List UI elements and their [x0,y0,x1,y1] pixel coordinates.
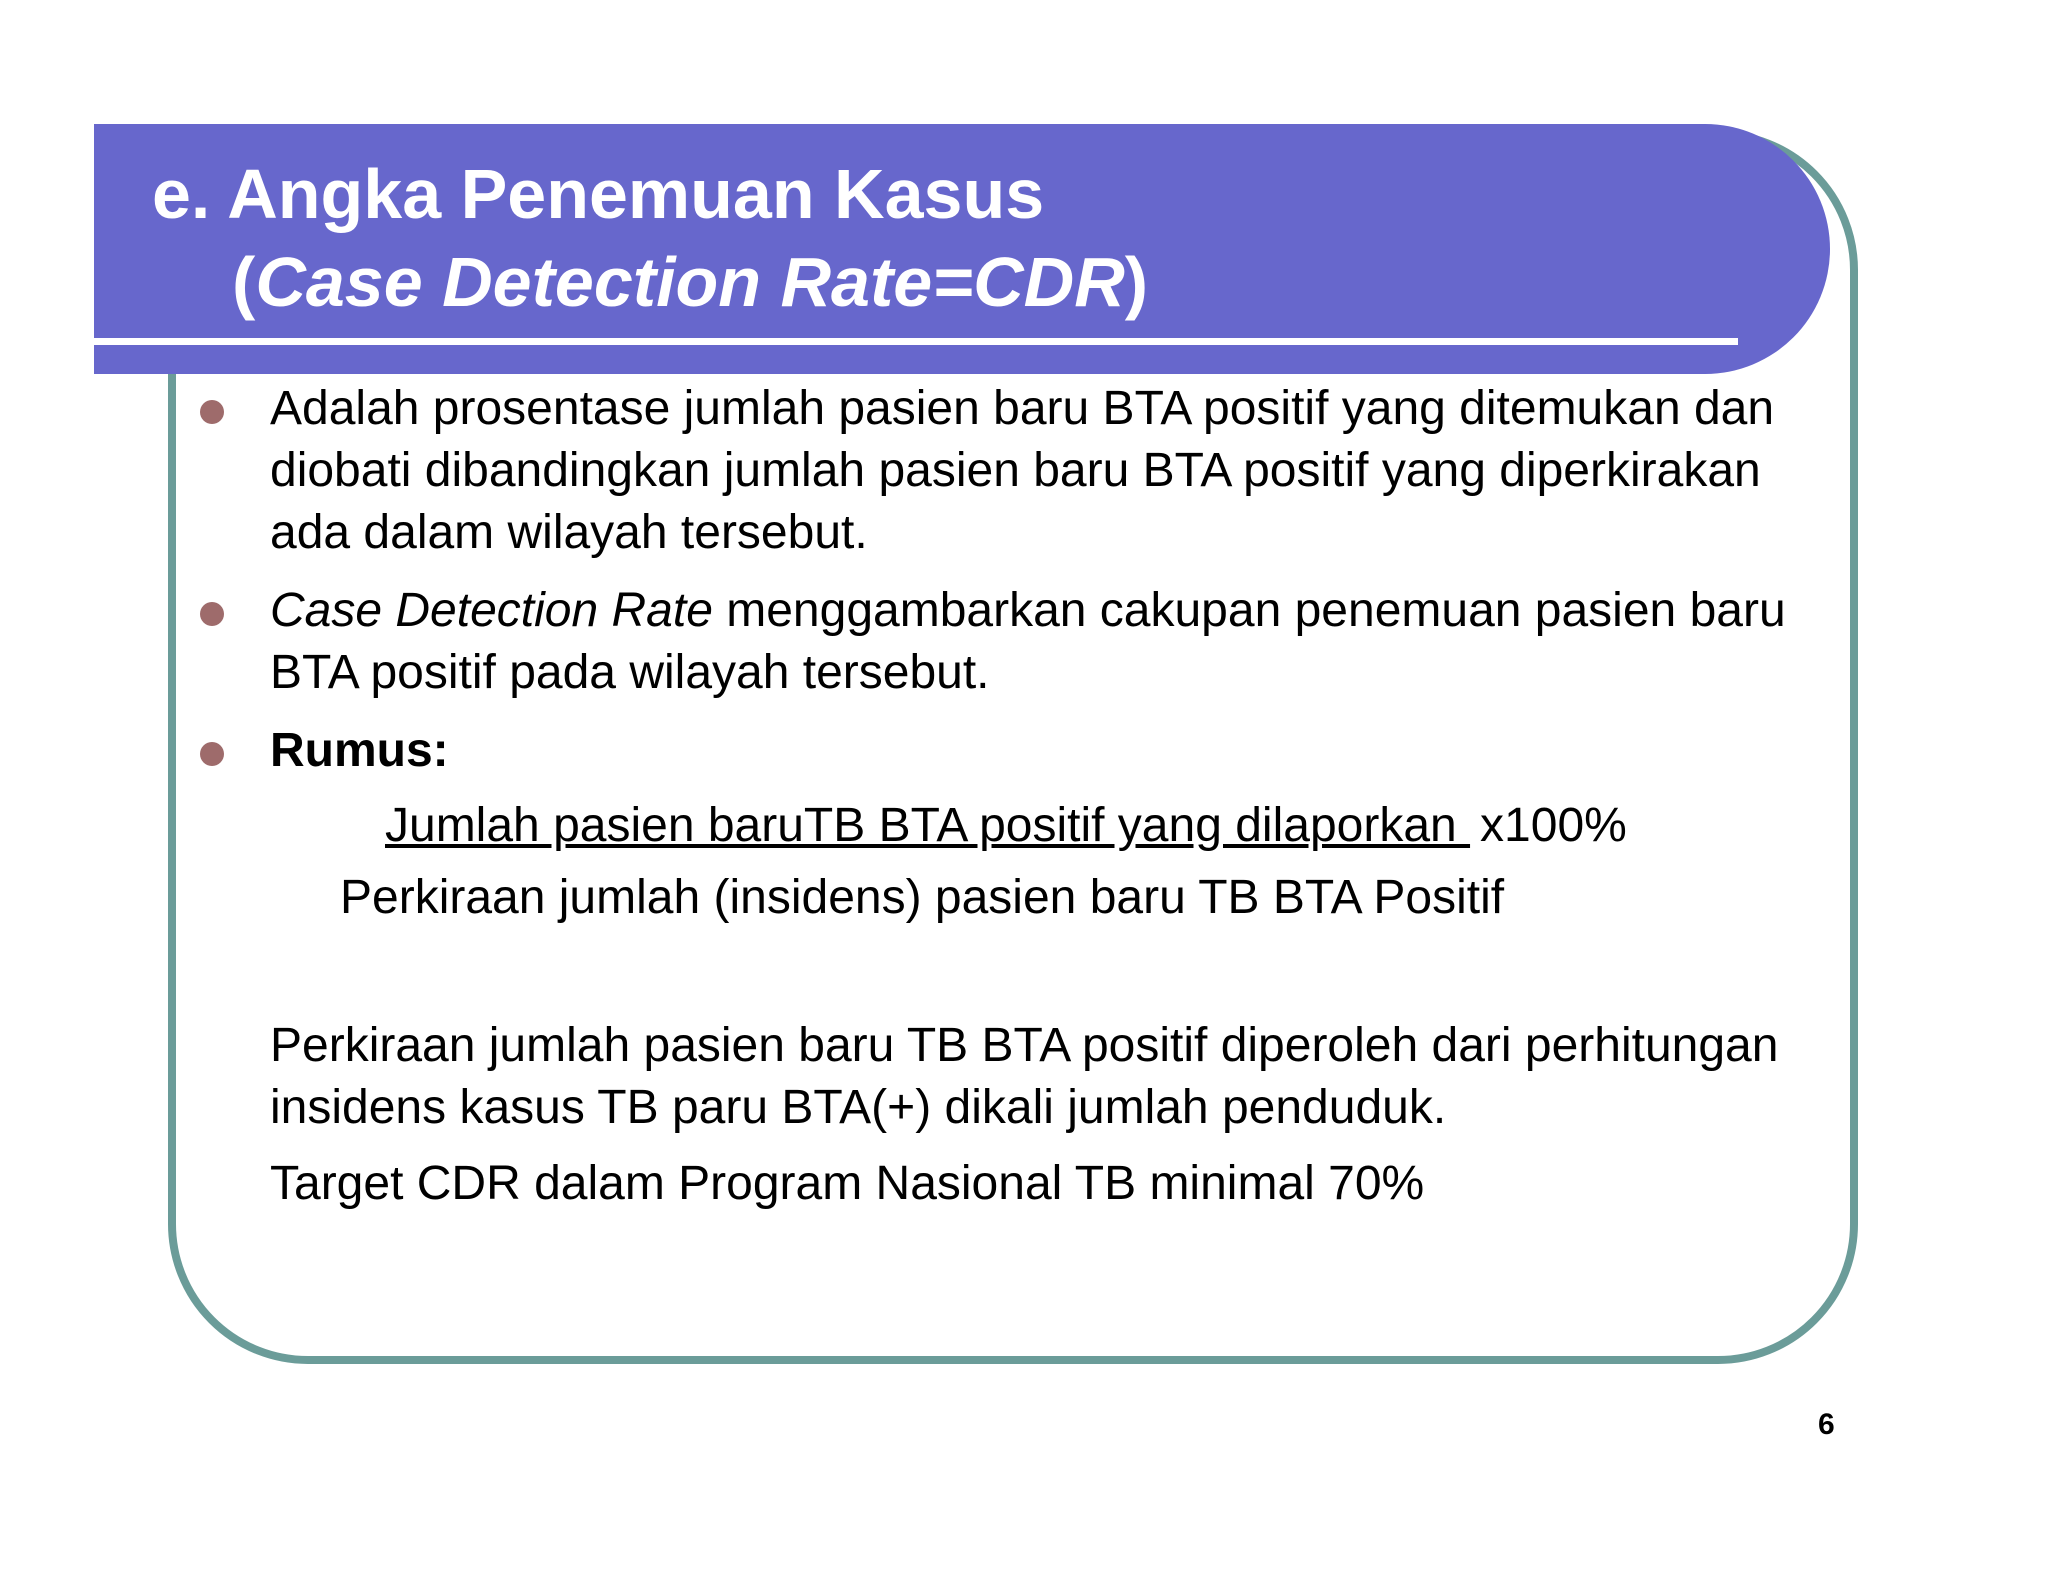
title-paren-open: ( [232,243,256,321]
bullet-dot-icon [200,742,224,766]
title-paren-close: ) [1124,243,1149,321]
slide-title [152,150,1148,326]
bullet-item [200,580,1840,704]
formula-numerator-row [340,790,1840,862]
title-divider [94,338,1738,345]
formula-numerator: Jumlah pasien baruTB BTA positif yang dilaporkan [385,799,1471,852]
title-line-1: e. Angka Penemuan Kasus [152,155,1045,233]
bullet-item [200,720,1840,782]
title-italic: Case Detection Rate=CDR [255,243,1125,321]
page-number: 6 [1818,1408,1835,1441]
formula-heading: Rumus: [270,724,449,777]
bullet-text: Adalah prosentase jumlah pasien baru BTA positif yang ditemukan dan diobati dibandingkan jumlah pasien baru BTA positif yang diperkirakan ada dalam wilayah tersebut. [270,382,1775,559]
estimate-note: Perkiraan jumlah pasien baru TB BTA positif diperoleh dari perhitungan insidens kasus TB paru BTA(+) dikali jumlah penduduk. [270,1019,1779,1134]
bullet-item [200,378,1840,564]
bullet-italic-text: Case Detection Rate [270,584,713,637]
bullet-list [200,378,1840,798]
formula-denominator: Perkiraan jumlah (insidens) pasien baru TB BTA Positif [340,871,1505,924]
bullet-dot-icon [200,602,224,626]
formula-multiplier: x100% [1480,799,1627,852]
notes [270,1015,1850,1215]
target-note: Target CDR dalam Program Nasional TB minimal 70% [270,1157,1425,1210]
bullet-text: menggambarkan cakupan penemuan pasien baru BTA positif pada wilayah tersebut. [270,584,1786,699]
bullet-dot-icon [200,400,224,424]
formula [340,790,1840,934]
title-line-2 [152,238,1148,326]
